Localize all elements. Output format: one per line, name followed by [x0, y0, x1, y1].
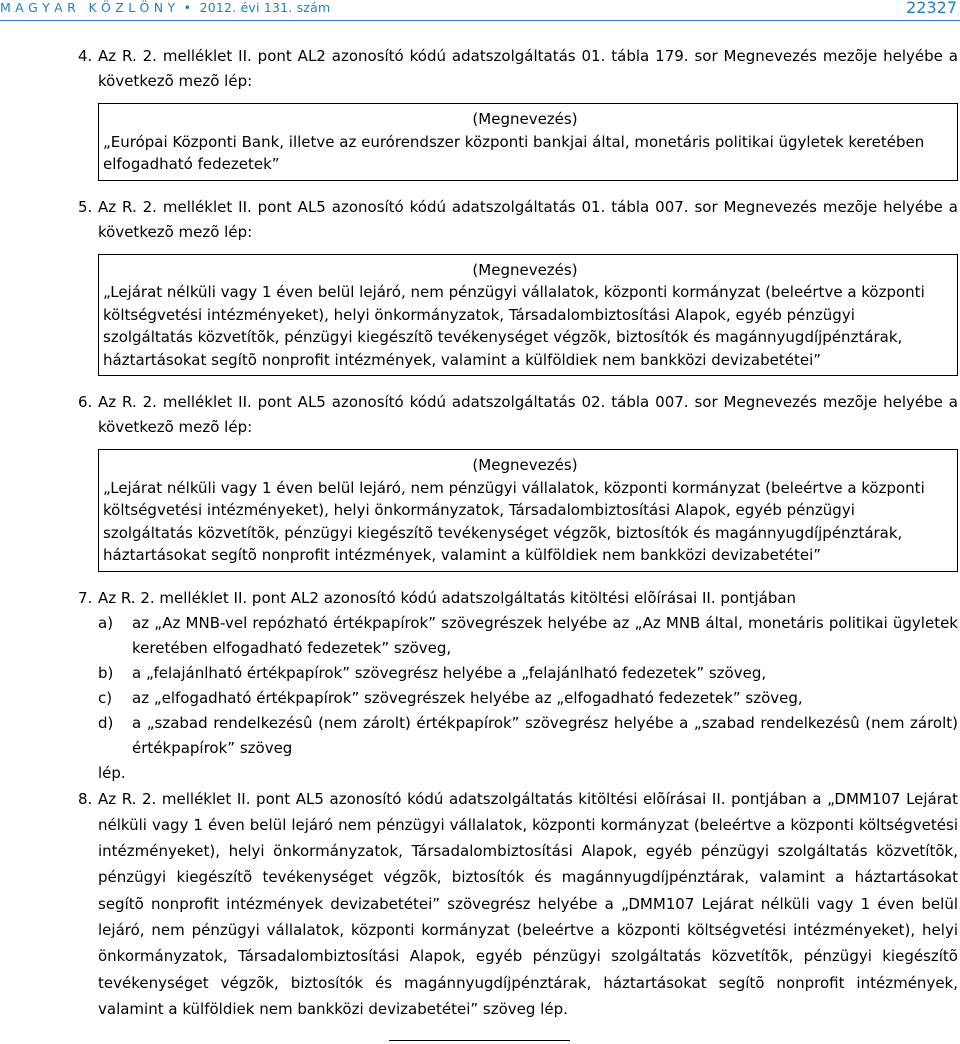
- sub-letter: a): [98, 613, 114, 632]
- box-heading: (Megnevezés): [472, 260, 578, 279]
- sub-letter: c): [98, 688, 113, 707]
- box-text: „Lejárat nélküli vagy 1 éven belül lejáró, nem pénzügyi vállalatok, központi kormányzat (beleértve a központi költségvetési intézményeket), helyi önkormányzatok, Társadalombiztosítási Alapok, egyéb pénzügyi szolgáltatás közvetítõk, pénzügyi kiegészítõ tevékenységet végzõk, biztosítók és magánnyugdíjpénztárak, háztartásokat segítõ nonprofit intézmények, valamint a külföldiek nem bankközi devizabetétei”: [103, 283, 925, 369]
- box-heading: (Megnevezés): [472, 110, 578, 128]
- item-paragraph: [78, 586, 958, 611]
- header-rule: [0, 20, 960, 21]
- sub-text: az „elfogadható értékpapírok” szövegrészek helyébe az „elfogadható fedezetek” szöveg,: [132, 688, 803, 707]
- item-paragraph: [78, 390, 958, 440]
- item-number: 5.: [78, 197, 93, 216]
- sub-letter: d): [98, 713, 114, 732]
- sub-text: az „Az MNB-vel repózható értékpapírok” szövegrészek helyébe az „Az MNB által, monetáris politikai ügyletek keretében elfogadható fedezetek” szöveg,: [132, 613, 958, 657]
- replacement-box: [98, 254, 958, 377]
- document-body: [78, 44, 958, 1022]
- item-number: 6.: [78, 393, 93, 411]
- sub-item-c: [78, 686, 958, 711]
- item-number: 7.: [78, 588, 93, 607]
- item-closing: lép.: [98, 763, 126, 782]
- item-text: Az R. 2. melléklet II. pont AL2 azonosító kódú adatszolgáltatás kitöltési elõírásai II. pontjában: [98, 588, 797, 607]
- item-5: [78, 195, 958, 377]
- replacement-box: [98, 449, 958, 572]
- item-8: [78, 786, 958, 1023]
- sub-text: a „felajánlható értékpapírok” szövegrész helyébe a „felajánlható fedezetek” szöveg,: [132, 663, 767, 682]
- item-text: Az R. 2. melléklet II. pont AL5 azonosító kódú adatszolgáltatás 02. tábla 007. sor Megnevezés mezõje helyébe a következõ mezõ lép:: [98, 393, 958, 436]
- item-7: [78, 586, 958, 786]
- item-4: [78, 44, 958, 181]
- box-text: „Európai Központi Bank, illetve az eurórendszer központi bankjai által, monetáris politikai ügyletek keretében elfogadható fedezetek”: [103, 132, 925, 173]
- item-paragraph: [78, 44, 958, 94]
- item-text: Az R. 2. melléklet II. pont AL2 azonosító kódú adatszolgáltatás 01. tábla 179. sor Megnevezés mezõje helyébe a következõ mezõ lép:: [98, 47, 958, 90]
- sub-item-a: [78, 611, 958, 661]
- sub-letter: b): [98, 663, 114, 682]
- sub-text: a „szabad rendelkezésû (nem zárolt) értékpapírok” szövegrész helyébe a „szabad rendelkezésû (nem zárolt) értékpapírok” szöveg: [132, 713, 958, 757]
- replacement-box: [98, 103, 958, 181]
- item-text: Az R. 2. melléklet II. pont AL5 azonosító kódú adatszolgáltatás 01. tábla 007. sor Megnevezés mezõje helyébe a következõ mezõ lép:: [98, 197, 958, 241]
- page-number: 22327: [906, 0, 957, 17]
- item-paragraph: [78, 195, 958, 245]
- page-header: [0, 0, 960, 22]
- box-text: „Lejárat nélküli vagy 1 éven belül lejáró, nem pénzügyi vállalatok, központi kormányzat (beleértve a központi költségvetési intézményeket), helyi önkormányzatok, Társadalombiztosítási Alapok, egyéb pénzügyi szolgáltatás közvetítõk, pénzügyi kiegészítõ tevékenységet végzõk, biztosítók és magánnyugdíjpénztárak, háztartásokat segítõ nonprofit intézmények, valamint a külföldiek nem bankközi devizabetétei”: [103, 478, 925, 564]
- footer-separator: [389, 1040, 570, 1041]
- item-6: [78, 390, 958, 572]
- sub-item-d: [78, 711, 958, 761]
- item-number: 8.: [78, 789, 93, 808]
- publication-title: M A G Y A R K Ö Z L Ö N Y • 2012. évi 131. szám: [0, 0, 331, 15]
- item-text: Az R. 2. melléklet II. pont AL5 azonosító kódú adatszolgáltatás kitöltési elõírásai II. pontjában a „DMM107 Lejárat nélküli vagy 1 éven belül lejáró nem pénzügyi vállalatok, központi kormányzat (beleértve a központi költségvetési intézményeket), helyi önkormányzatok, Társadalombiztosítási Alapok, egyéb pénzügyi szolgáltatás közvetítõk, pénzügyi kiegészítõ tevékenységet végzõk, biztosítók és magánnyugdíjpénztárak, valamint a háztartásokat segítõ nonprofit intézmények devizabetétei” szövegrész helyébe a „DMM107 Lejárat nélküli vagy 1 éven belül lejáró, nem pénzügyi vállalatok, központi kormányzat (beleértve a központi költségvetési intézményeket), helyi önkormányzatok, Társadalombiztosítási Alapok, egyéb pénzügyi szolgáltatás közvetítõk, pénzügyi kiegészítõ tevékenységet végzõk, biztosítók és magánnyugdíjpénztárak, háztartásokat segítõ nonprofit intézmények, valamint a külföldiek nem bankközi devizabetétei” szöveg lép.: [98, 789, 958, 1018]
- item-number: 4.: [78, 47, 93, 65]
- box-heading: (Megnevezés): [472, 456, 578, 474]
- sub-item-b: [78, 661, 958, 686]
